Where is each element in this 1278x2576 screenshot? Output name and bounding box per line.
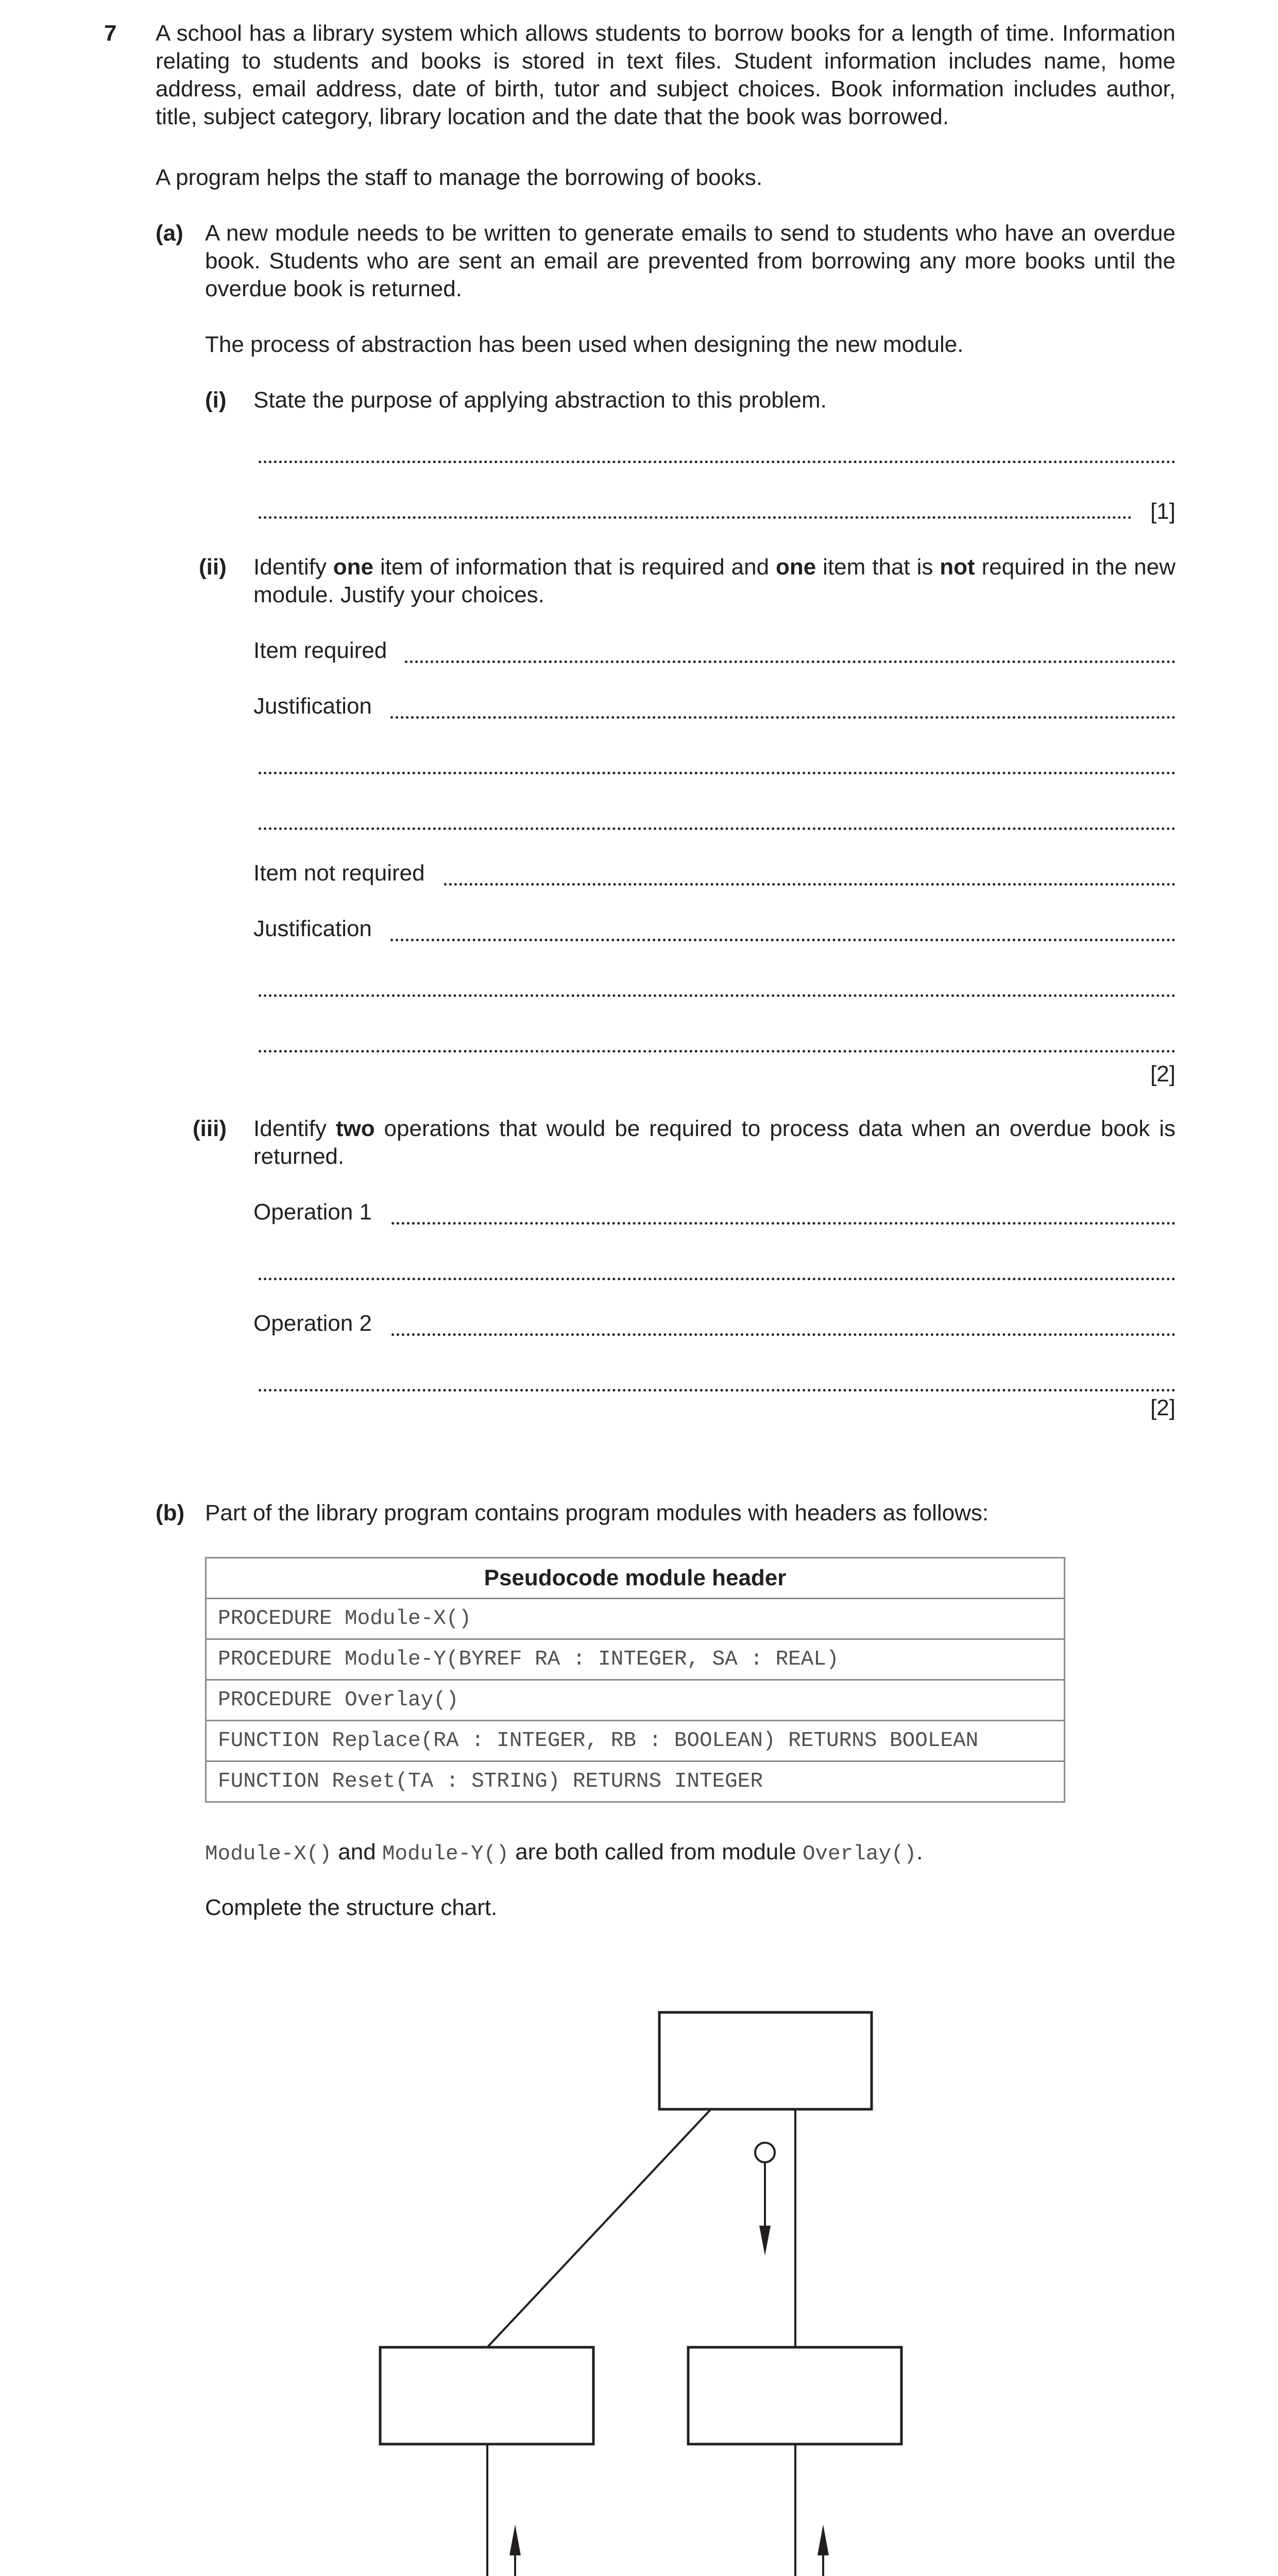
module-call-note: Module-X() and Module-Y() are both called from module Overlay(). (205, 1839, 923, 1866)
table-header: Pseudocode module header (206, 1558, 1065, 1599)
justification-label: Justification (253, 693, 372, 719)
item-required-label: Item required (253, 638, 387, 663)
part-a-ii-label: (ii) (199, 554, 227, 580)
table-row: PROCEDURE Overlay() (206, 1680, 1065, 1721)
operation-2-label: Operation 2 (253, 1311, 372, 1336)
right-middle-module-box[interactable] (688, 2347, 901, 2444)
item-not-required-label: Item not required (253, 860, 425, 886)
program-description: A program helps the staff to manage the borrowing of books. (156, 165, 763, 190)
table-row: FUNCTION Replace(RA : INTEGER, RB : BOOLEAN) RETURNS BOOLEAN (206, 1721, 1065, 1761)
data-couple-arrow-down (755, 2143, 775, 2256)
table-row: PROCEDURE Module-X() (206, 1599, 1065, 1639)
data-couple-arrow-up (505, 2524, 525, 2576)
connector-line (487, 2109, 711, 2347)
table-row: PROCEDURE Module-Y(BYREF RA : INTEGER, SA : REAL) (206, 1639, 1065, 1680)
question-intro: A school has a library system which allows students to borrow books for a length of time. Information relating to students and books is stored in text files. Student information includes name, home address, email address, date of birth, tutor and subject choices. Book information includes author, title, subject category, library location and the date that the book was borrowed. (156, 21, 1175, 129)
table-row: FUNCTION Reset(TA : STRING) RETURNS INTEGER (206, 1761, 1065, 1802)
part-a-i-text: State the purpose of applying abstraction to this problem. (253, 387, 827, 413)
operation-1-label: Operation 1 (253, 1199, 372, 1225)
mark-allocation: [1] (1150, 499, 1175, 524)
part-a-label: (a) (156, 221, 183, 246)
top-module-box[interactable] (659, 2012, 872, 2109)
abstraction-statement: The process of abstraction has been used when designing the new module. (205, 332, 964, 357)
justification-label: Justification (253, 916, 372, 941)
part-b-label: (b) (156, 1500, 185, 1526)
part-a-text: A new module needs to be written to generate emails to send to students who have an overdue book. Students who are sent an email are prevented from borrowing any more books until the overdue book is returned. (205, 221, 1175, 301)
mark-allocation: [2] (1150, 1395, 1175, 1420)
mark-allocation: [2] (1150, 1061, 1175, 1087)
question-number: 7 (104, 21, 117, 46)
part-b-text: Part of the library program contains program modules with headers as follows: (205, 1500, 989, 1526)
part-a-ii-text: Identify one item of information that is required and one item that is not required in the new module. Justify your choices. (253, 554, 1175, 607)
part-a-i-label: (i) (205, 387, 227, 413)
left-middle-module-box[interactable] (380, 2347, 593, 2444)
part-a-iii-text: Identify two operations that would be required to process data when an overdue book is returned. (253, 1116, 1175, 1169)
instruction-text: Complete the structure chart. (205, 1895, 498, 1920)
part-a-iii-label: (iii) (193, 1116, 227, 1141)
control-flag-arrow-up (813, 2524, 833, 2576)
